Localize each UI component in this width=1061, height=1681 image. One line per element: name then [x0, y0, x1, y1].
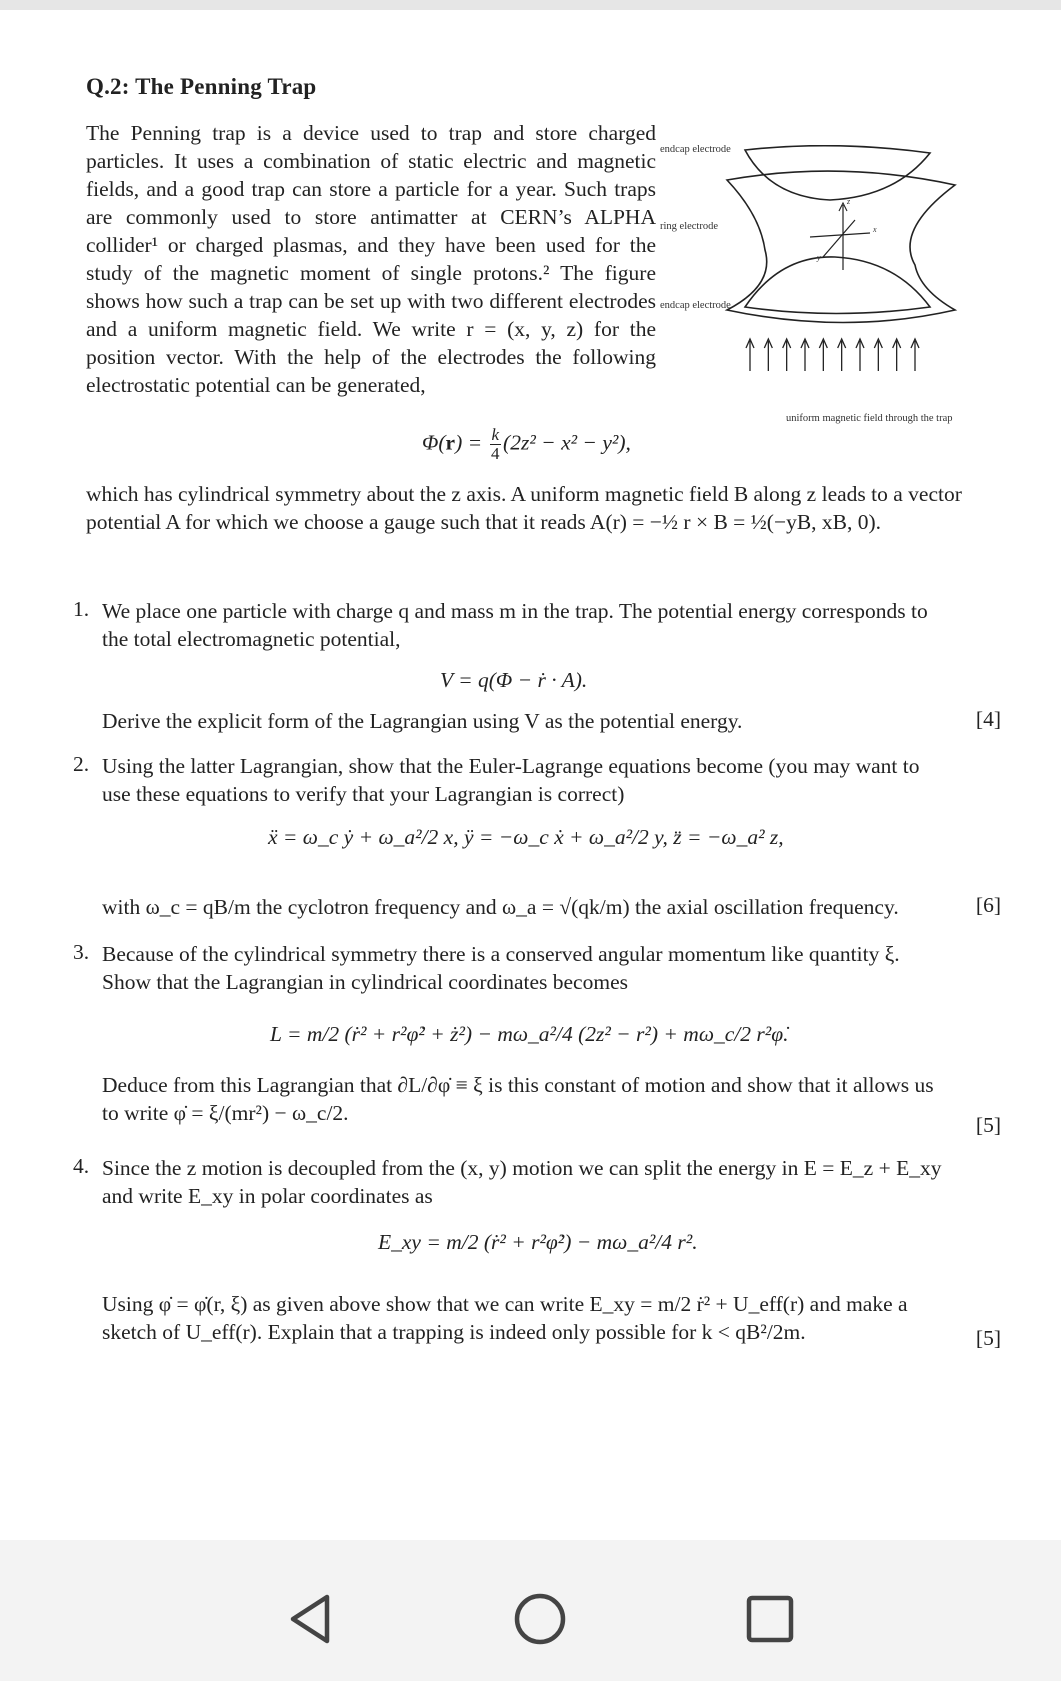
field-arrow	[838, 339, 846, 371]
field-arrow	[911, 339, 919, 371]
field-arrow	[746, 339, 754, 371]
field-arrow	[783, 339, 791, 371]
item-number: 4.	[73, 1154, 90, 1178]
item-3-text: Because of the cylindrical symmetry there is a conserved angular momentum like quantity ξ. Show that the Lagrangian in cylindrical coordinates becomes	[102, 942, 900, 994]
field-arrow	[874, 339, 882, 371]
axis-z-label: z	[847, 197, 851, 206]
item-3-marks: [5]	[975, 1113, 1001, 1137]
item-4-marks: [5]	[975, 1326, 1001, 1350]
item-4-after: Using φ̇ = φ̇(r, ξ) as given above show that we can write E_xy = m/2 ṙ² + U_eff(r) and make a sketch of U_eff(r). Explain that a trapping is indeed only possible for k < qB²/2m.	[102, 1292, 908, 1344]
endcap-top-label: endcap electrode	[660, 144, 731, 155]
item-1-after: Derive the explicit form of the Lagrangian using V as the potential energy.	[102, 709, 743, 733]
ring-label: ring electrode	[660, 221, 719, 232]
recents-button[interactable]	[735, 1588, 805, 1650]
field-arrow	[856, 339, 864, 371]
recents-icon	[745, 1594, 795, 1644]
home-icon	[513, 1592, 567, 1646]
item-number: 2.	[73, 752, 90, 776]
potential-equation: Φ(r) = $\frac{k}{4}$ (2z² − x² − y²),	[422, 425, 631, 463]
home-button[interactable]	[505, 1588, 575, 1650]
intro-paragraph: The Penning trap is a device used to trap and store charged particles. It uses a combination of static electric and magnetic fields, and a good trap can store a particle for a year. Such traps are commonly used to store antimatter at CERN’s ALPHA collider¹ or charged plasmas, and they have been used for the study of the magnetic moment of single protons.² The figure shows how such a trap can be set up with two different electrodes and a uniform magnetic field. We write r = (x, y, z) for the position vector. With the help of the electrodes the following electrostatic potential can be generated,	[86, 121, 656, 397]
field-arrow	[764, 339, 772, 371]
penning-trap-figure	[660, 144, 1005, 430]
item-number: 3.	[73, 940, 90, 964]
item-4-equation: E_xy = m/2 (ṙ² + r²φ̇²) − mω_a²/4 r².	[378, 1230, 698, 1254]
field-arrow	[801, 339, 809, 371]
item-1-equation: V = q(Φ − ṙ · A).	[440, 668, 588, 692]
field-arrow	[893, 339, 901, 371]
item-3-after: Deduce from this Lagrangian that ∂L/∂φ̇ ≡ ξ is this constant of motion and show that it allows us to write φ̇ = ξ/(mr²) − ω_c/2.	[102, 1073, 934, 1125]
item-number: 1.	[73, 597, 90, 621]
back-icon	[287, 1593, 333, 1645]
magnetic-field-label: uniform magnetic field through the trap	[786, 413, 953, 424]
item-2-text: Using the latter Lagrangian, show that the Euler-Lagrange equations become (you may want to use these equations to verify that your Lagrangian is correct)	[102, 754, 920, 806]
field-arrow	[819, 339, 827, 371]
axis-x-label: x	[873, 225, 877, 234]
item-2-marks: [6]	[975, 893, 1001, 917]
trap-diagram	[705, 145, 1005, 430]
item-2-equation: ẍ = ω_c ẏ + ω_a²/2 x, ÿ = −ω_c ẋ + ω_a²/2 y, z̈ = −ω_a² z,	[268, 825, 784, 849]
endcap-bottom-label: endcap electrode	[660, 300, 731, 311]
item-4-text: Since the z motion is decoupled from the (x, y) motion we can split the energy in E = E_z + E_xy and write E_xy in polar coordinates as	[102, 1156, 942, 1208]
question-title: Q.2: The Penning Trap	[86, 74, 317, 99]
axis-y-label: y	[817, 253, 821, 262]
item-1-marks: [4]	[975, 707, 1001, 731]
item-1-text: We place one particle with charge q and mass m in the trap. The potential energy corresponds to the total electromagnetic potential,	[102, 599, 928, 651]
navigation-bar	[0, 1558, 1061, 1681]
status-strip	[0, 0, 1061, 10]
back-button[interactable]	[275, 1588, 345, 1650]
item-3-equation: L = m/2 (ṙ² + r²φ̇² + ż²) − mω_a²/4 (2z² − r²) + mω_c/2 r²φ̇.	[270, 1022, 789, 1046]
symmetry-paragraph: which has cylindrical symmetry about the z axis. A uniform magnetic field B along z leads to a vector potential A for which we choose a gauge such that it reads A(r) = −½ r × B = ½(−yB, xB, 0).	[86, 482, 962, 534]
item-2-after: with ω_c = qB/m the cyclotron frequency and ω_a = √(qk/m) the axial oscillation frequency.	[102, 895, 899, 919]
